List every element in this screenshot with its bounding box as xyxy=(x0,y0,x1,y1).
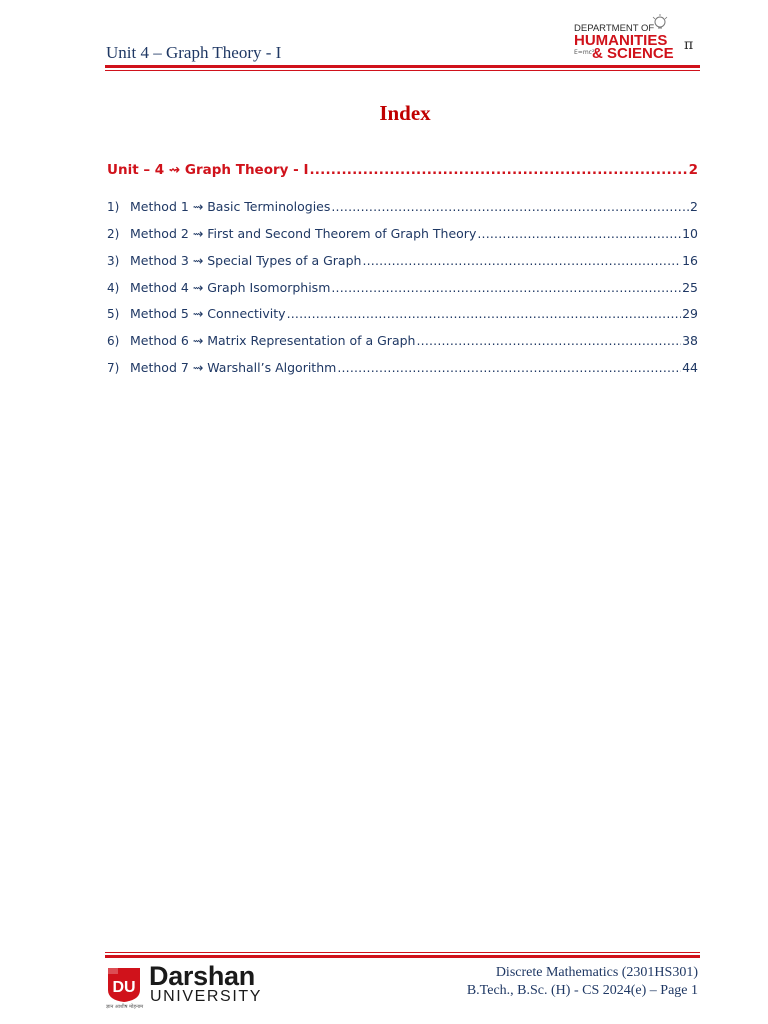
toc-item-page: 2 xyxy=(690,199,698,214)
toc-item[interactable] xyxy=(107,226,698,244)
toc-item-number: 5) xyxy=(107,307,120,321)
toc-leader xyxy=(477,226,681,241)
toc-item[interactable] xyxy=(107,199,698,217)
toc-item[interactable] xyxy=(107,360,698,378)
header-rule xyxy=(105,65,700,68)
lightbulb-icon xyxy=(653,14,667,28)
toc-item-page: 16 xyxy=(682,253,698,268)
svg-text:DU: DU xyxy=(112,979,136,996)
course-title: Discrete Mathematics (2301HS301) xyxy=(495,965,698,980)
toc-item-page: 44 xyxy=(682,360,698,375)
toc-item-label: Method 2 ⇝ First and Second Theorem of Graph Theory xyxy=(130,226,477,241)
header-rule-thin xyxy=(105,70,700,71)
toc-item-label: Method 6 ⇝ Matrix Representation of a Graph xyxy=(130,333,416,348)
footer-rule-thin xyxy=(105,952,700,953)
university-subtitle: UNIVERSITY xyxy=(150,988,263,1005)
toc-item-label: Method 1 ⇝ Basic Terminologies xyxy=(130,199,331,214)
toc-item-label: Method 3 ⇝ Special Types of a Graph xyxy=(130,253,362,268)
toc-item-number: 1) xyxy=(107,200,120,214)
toc-item-number: 3) xyxy=(107,254,120,268)
toc-leader xyxy=(309,162,687,178)
toc-item-label: Method 5 ⇝ Connectivity xyxy=(130,306,286,321)
university-tagline: ज्ञान आशीष मोहनाम xyxy=(106,1004,144,1010)
toc-item-page: 25 xyxy=(682,280,698,295)
toc-unit-page: 2 xyxy=(688,162,698,178)
du-shield-icon xyxy=(106,964,142,1002)
toc-leader xyxy=(287,306,682,321)
toc-item[interactable] xyxy=(107,280,698,298)
svg-text:DEPARTMENT OF: DEPARTMENT OF xyxy=(574,23,655,34)
toc-item[interactable] xyxy=(107,333,698,351)
toc-leader xyxy=(337,360,681,375)
toc-leader xyxy=(331,280,681,295)
toc-item-number: 6) xyxy=(107,334,120,348)
toc-item[interactable] xyxy=(107,253,698,271)
footer-rule xyxy=(105,955,700,958)
toc-item-page: 38 xyxy=(682,333,698,348)
svg-text:HUMANITIES: HUMANITIES xyxy=(574,32,668,49)
toc-item[interactable] xyxy=(107,306,698,324)
toc-item-number: 4) xyxy=(107,281,120,295)
course-page-info: B.Tech., B.Sc. (H) - CS 2024(e) – Page 1 xyxy=(466,983,698,998)
page-title: Index xyxy=(379,101,431,125)
university-name: Darshan xyxy=(149,961,255,991)
footer-info xyxy=(467,964,698,1000)
svg-text:& SCIENCE: & SCIENCE xyxy=(592,45,674,62)
toc-item-page: 29 xyxy=(682,306,698,321)
toc-item-number: 7) xyxy=(107,361,120,375)
svg-text:E=mc²: E=mc² xyxy=(574,49,595,56)
toc-leader xyxy=(331,199,689,214)
toc-leader xyxy=(416,333,681,348)
university-logo xyxy=(106,962,266,1012)
toc-item-number: 2) xyxy=(107,227,120,241)
toc-item-page: 10 xyxy=(682,226,698,241)
toc-item-label: Method 7 ⇝ Warshall’s Algorithm xyxy=(130,360,337,375)
svg-text:π: π xyxy=(684,37,694,53)
toc-item-label: Method 4 ⇝ Graph Isomorphism xyxy=(130,280,331,295)
toc-unit-label: Unit – 4 ⇝ Graph Theory - I xyxy=(107,162,309,178)
department-logo xyxy=(572,14,698,62)
header-title: Unit 4 – Graph Theory - I xyxy=(106,43,282,62)
toc-unit-entry[interactable] xyxy=(107,162,698,182)
toc-leader xyxy=(362,253,681,268)
